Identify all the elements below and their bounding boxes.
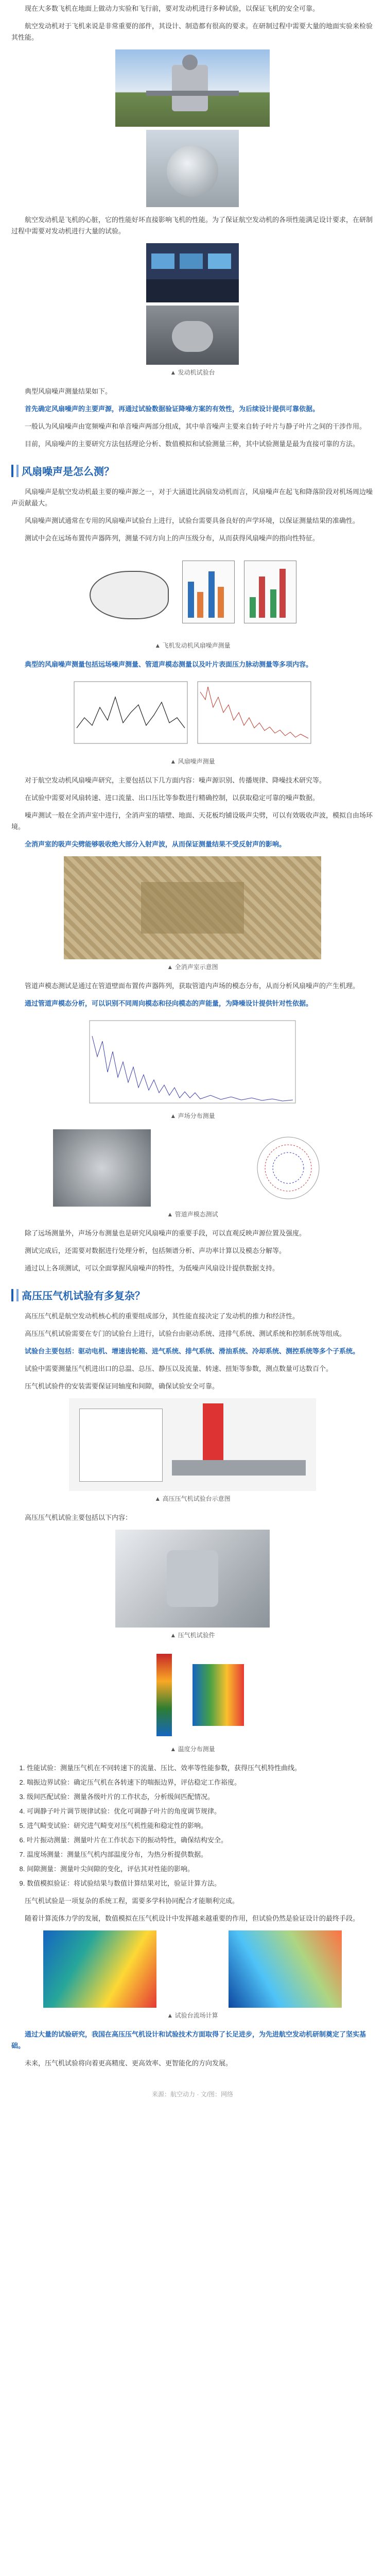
paragraph: 试验中需要测量压气机进出口的总温、总压、静压以及流量、转速、扭矩等参数，测点数量可达数百个。 (25, 1365, 333, 1372)
paragraph: 管道声模态测试是通过在管道壁面布置传声器阵列，获取管道内声场的模态分布，从而分析风扇噪声的产生机理。 (25, 982, 360, 990)
highlight-paragraph: 全消声室的吸声尖劈能够吸收绝大部分入射声波，从而保证测量结果不受反射声的影响。 (25, 840, 286, 848)
paragraph: 压气机试验是一项复杂的系统工程，需要多学科协同配合才能顺利完成。 (25, 1897, 239, 1905)
engine-test-stand-photo (115, 49, 270, 127)
heading-bar-icon (16, 1289, 19, 1301)
figure-caption: ▲ 温度分布测量 (170, 1745, 215, 1753)
list-item: 2. 喘振边界试验：确定压气机在各转速下的喘振边界，评估稳定工作裕度。 (27, 1777, 374, 1788)
compressor-rig-diagram (69, 1398, 316, 1491)
figure-caption: ▲ 发动机试验台 (170, 369, 215, 376)
polar-modal-plot (244, 1129, 332, 1207)
paragraph: 风扇噪声是航空发动机最主要的噪声源之一，对于大涵道比涡扇发动机而言，风扇噪声在起飞和降落阶段对机场周边噪声贡献最大。 (11, 488, 373, 507)
fan-noise-measurement-figure (79, 550, 306, 638)
list-item: 3. 级间匹配试验：测量各级叶片的工作状态，分析级间匹配情况。 (27, 1791, 374, 1803)
list-item: 5. 进气畸变试验：研究进气畸变对压气机性能和稳定性的影响。 (27, 1820, 374, 1832)
temperature-distribution-figure (126, 1649, 259, 1741)
paragraph: 未来，压气机试验将向着更高精度、更高效率、更智能化的方向发展。 (25, 2059, 233, 2067)
intro-paragraph: 航空发动机对于飞机来说是非常重要的部件，其设计、制造都有很高的要求。在研制过程中需要大量的地面实验来检验其性能。 (11, 22, 373, 41)
paragraph: 随着计算流体力学的发展，数值模拟在压气机设计中发挥越来越重要的作用，但试验仍然是验证设计的最终手段。 (25, 1914, 360, 1922)
list-item: 7. 温度场测量：测量压气机内部温度分布，为热分析提供数据。 (27, 1849, 374, 1860)
compressor-test-article-photo (115, 1530, 270, 1628)
heading-bar-icon (16, 465, 19, 477)
highlight-paragraph: 通过管道声模态分析，可以识别不同周向模态和径向模态的声能量，为降噪设计提供针对性依据。 (25, 999, 313, 1007)
figure-caption: ▲ 声场分布测量 (170, 1112, 215, 1120)
paragraph: 高压压气机是航空发动机核心机的重要组成部分，其性能直接决定了发动机的推力和经济性。 (25, 1312, 300, 1320)
list-item: 6. 叶片振动测量：测量叶片在工作状态下的振动特性，确保结构安全。 (27, 1835, 374, 1846)
figure-caption: ▲ 风扇噪声测量 (170, 758, 215, 765)
paragraph: 测试中会在远场布置传声器阵列，测量不同方向上的声压级分布，从而获得风扇噪声的指向性特征。 (25, 534, 320, 542)
heading-bar-icon (11, 1289, 13, 1301)
figure-caption: ▲ 飞机发动机风扇噪声测量 (154, 642, 231, 649)
engine-test-facility-photo (146, 130, 239, 207)
figure-caption: ▲ 高压压气机试验台示意图 (154, 1495, 231, 1502)
noise-spectrum-figure (69, 676, 316, 754)
figure-caption: ▲ 压气机试验件 (170, 1632, 215, 1639)
control-room-photo (146, 243, 239, 302)
paragraph: 风扇噪声测试通常在专用的风扇噪声试验台上进行，试验台需要具备良好的声学环境，以保证测量结果的准确性。 (25, 517, 360, 524)
anechoic-chamber-photo (64, 856, 321, 959)
test-cell-photo (146, 306, 239, 365)
figure-caption: ▲ 试验台流场计算 (167, 2012, 218, 2019)
sound-field-spectrum-figure (84, 1015, 301, 1108)
cfd-flow-field-figure (43, 1930, 156, 2008)
paragraph: 典型风扇噪声测量结果如下。 (25, 387, 112, 395)
list-item: 8. 间隙测量：测量叶尖间隙的变化，评估其对性能的影响。 (27, 1863, 374, 1875)
paragraph: 对于航空发动机风扇噪声研究，主要包括以下几方面内容：噪声源识别、传播规律、降噪技术研究等。 (25, 776, 326, 784)
duct-photo (53, 1129, 151, 1207)
intro-paragraph: 现在大多数飞机在地面上做动力实验和飞行前，要对发动机进行多种试验，以保证飞机的安全可靠。 (25, 5, 320, 12)
section-heading: 高压压气机试验有多复杂？ (11, 1287, 374, 1302)
heading-bar-icon (11, 465, 13, 477)
highlight-paragraph: 首先确定风扇噪声的主要声源，再通过试验数据验证降噪方案的有效性，为后续设计提供可靠依据。 (25, 405, 320, 413)
article-footer: 来源：航空动力 · 文/图：网络 (152, 2091, 233, 2098)
figure-caption: ▲ 全消声室示意图 (167, 963, 218, 971)
test-items-list (11, 1762, 374, 1889)
paragraph: 在试验中需要对风扇转速、进口流量、出口压比等参数进行精确控制，以获取稳定可靠的噪声数据。 (25, 794, 320, 802)
highlight-paragraph: 通过大量的试验研究，我国在高压压气机设计和试验技术方面取得了长足进步，为先进航空发动机研制奠定了坚实基础。 (11, 2030, 366, 2049)
list-item: 9. 数值模拟验证：将试验结果与数值计算结果对比，验证计算方法。 (27, 1878, 374, 1889)
highlight-paragraph: 试验台主要包括：驱动电机、增速齿轮箱、进气系统、排气系统、滑油系统、冷却系统、测控系统等多个子系统。 (25, 1347, 360, 1355)
figure-caption: ▲ 管道声模态测试 (167, 1211, 218, 1218)
paragraph: 压气机试验件的安装需要保证同轴度和间隙，确保试验安全可靠。 (25, 1382, 219, 1390)
paragraph: 目前，风扇噪声的主要研究方法包括理论分析、数值模拟和试验测量三种，其中试验测量是最为直接可靠的方法。 (25, 440, 360, 448)
paragraph: 高压压气机试验主要包括以下内容： (25, 1514, 132, 1521)
cfd-flow-field-figure (229, 1930, 342, 2008)
paragraph: 航空发动机是飞机的心脏，它的性能好坏直接影响飞机的性能。为了保证航空发动机的各项性能满足设计要求，在研制过程中需要对发动机进行大量的试验。 (11, 216, 373, 235)
paragraph: 噪声测试一般在全消声室中进行，全消声室的墙壁、地面、天花板均铺设吸声尖劈，可以有效吸收声波，模拟自由场环境。 (11, 811, 373, 831)
list-item: 1. 性能试验：测量压气机在不同转速下的流量、压比、效率等性能参数，获得压气机特性曲线。 (27, 1762, 374, 1774)
highlight-paragraph: 典型的风扇噪声测量包括远场噪声测量、管道声模态测量以及叶片表面压力脉动测量等多项内容。 (25, 660, 313, 668)
paragraph: 测试完成后，还需要对数据进行处理分析，包括频谱分析、声功率计算以及模态分解等。 (25, 1247, 286, 1255)
paragraph: 通过以上各项测试，可以全面掌握风扇噪声的特性，为低噪声风扇设计提供数据支持。 (25, 1264, 279, 1272)
paragraph: 除了远场测量外，声场分布测量也是研究风扇噪声的重要手段，可以直观反映声源位置及强度。 (25, 1229, 306, 1237)
paragraph: 高压压气机试验需要在专门的试验台上进行，试验台由驱动系统、进排气系统、测试系统和控制系统等组成。 (25, 1330, 346, 1337)
paragraph: 一般认为风扇噪声由宽频噪声和单音噪声两部分组成，其中单音噪声主要来自转子叶片与静子叶片之间的干涉作用。 (25, 422, 366, 430)
section-heading: 风扇噪声是怎么测？ (11, 463, 374, 478)
list-item: 4. 可调静子叶片调节规律试验：优化可调静子叶片的角度调节规律。 (27, 1806, 374, 1817)
